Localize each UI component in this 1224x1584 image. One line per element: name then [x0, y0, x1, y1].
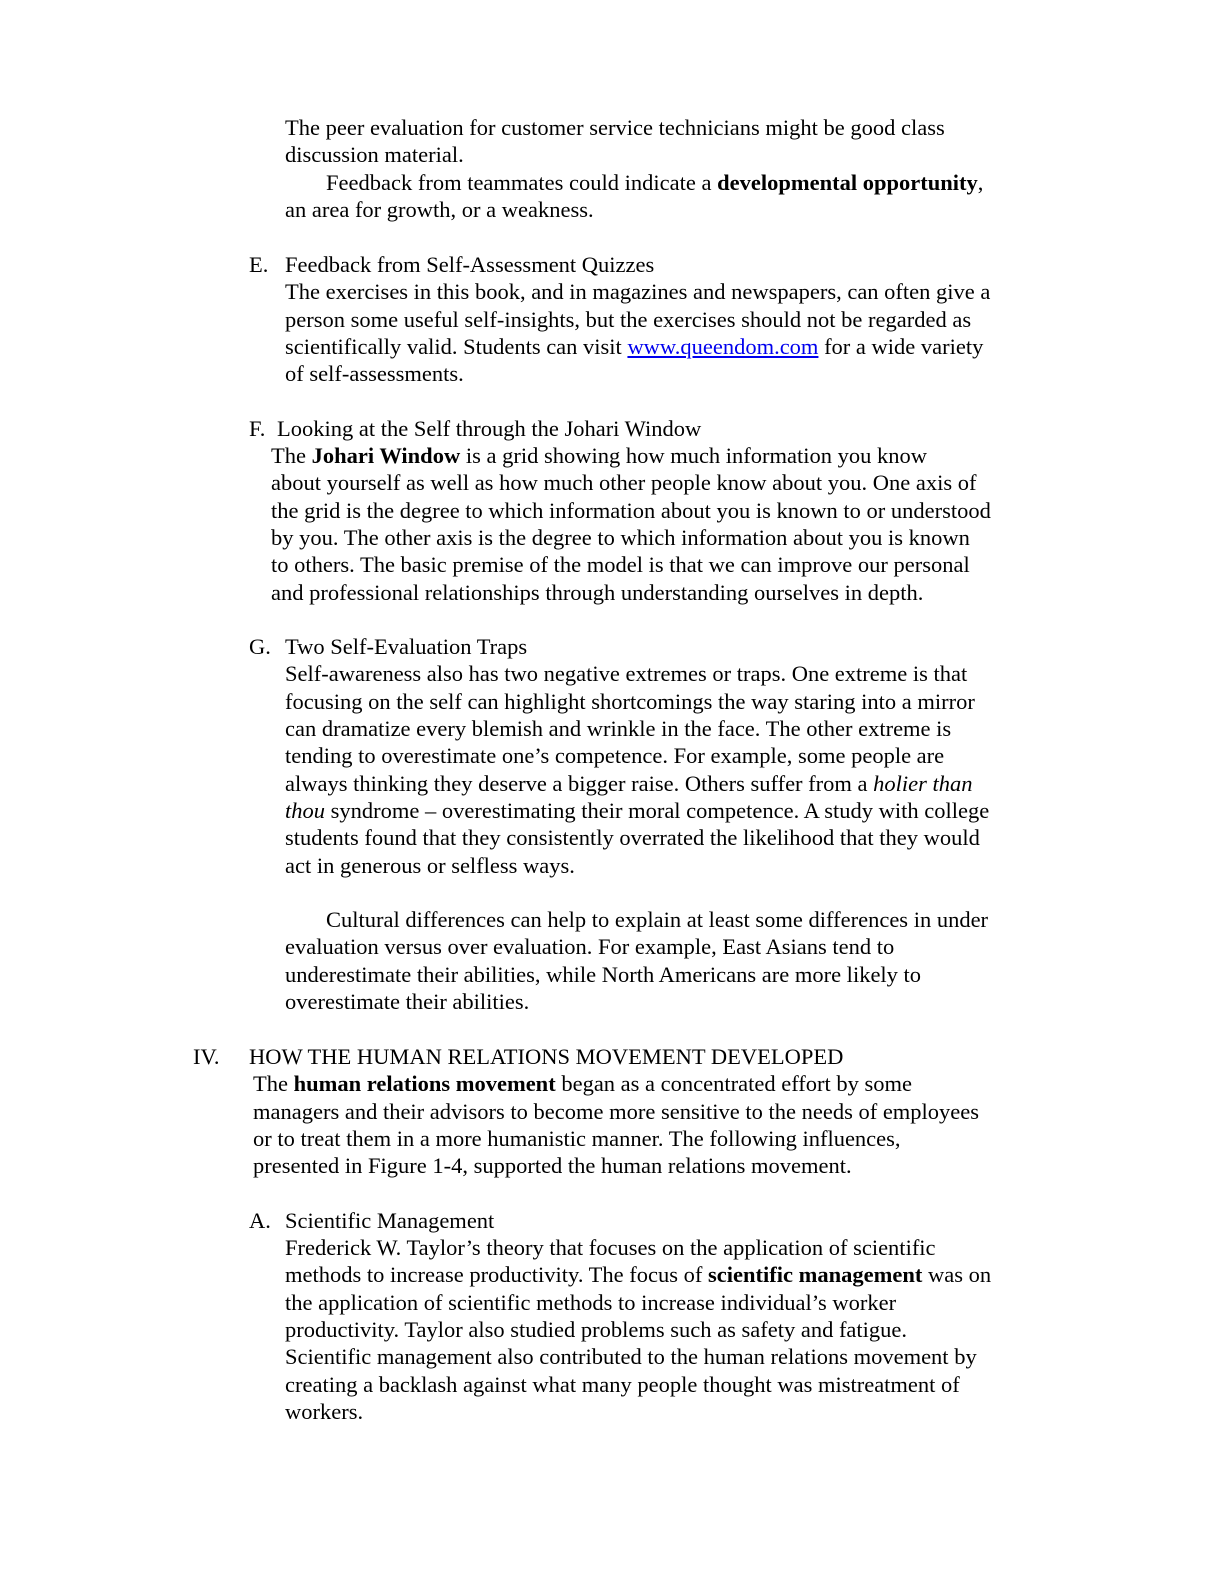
- section-heading: HOW THE HUMAN RELATIONS MOVEMENT DEVELOPED: [249, 1044, 844, 1069]
- text-line: tending to overestimate one’s competence. For example, some people are: [285, 743, 945, 768]
- text-line: discussion material.: [285, 142, 464, 167]
- text-line: Cultural differences can help to explain at least some differences in under: [326, 907, 989, 932]
- section-marker: F.: [249, 416, 266, 441]
- text-line: Frederick W. Taylor’s theory that focuses on the application of scientific: [285, 1235, 936, 1260]
- text-line: workers.: [285, 1399, 364, 1424]
- text-line: The exercises in this book, and in magazines and newspapers, can often give a: [285, 279, 991, 304]
- term-scientific-management: scientific management: [708, 1262, 923, 1287]
- text-line: can dramatize every blemish and wrinkle in the face. The other extreme is: [285, 716, 952, 741]
- text-line: The human relations movement began as a concentrated effort by some: [253, 1071, 913, 1096]
- term-holier-than-thou: holier than: [873, 771, 973, 796]
- text-line: The peer evaluation for customer service technicians might be good class: [285, 115, 945, 140]
- text-line: person some useful self-insights, but the exercises should not be regarded as: [285, 307, 972, 332]
- term-developmental-opportunity: developmental opportunity: [717, 170, 978, 195]
- text-line: and professional relationships through understanding ourselves in depth.: [271, 580, 924, 605]
- term-human-relations-movement: human relations movement: [293, 1071, 556, 1096]
- text-line: creating a backlash against what many people thought was mistreatment of: [285, 1372, 960, 1397]
- text-line: students found that they consistently overrated the likelihood that they would: [285, 825, 980, 850]
- section-heading: Feedback from Self-Assessment Quizzes: [285, 252, 655, 277]
- section-heading: Looking at the Self through the Johari Window: [277, 416, 702, 441]
- text-line: evaluation versus over evaluation. For example, East Asians tend to: [285, 934, 895, 959]
- text-line: Feedback from teammates could indicate a developmental opportunity,: [326, 170, 984, 195]
- text-line: or to treat them in a more humanistic manner. The following influences,: [253, 1126, 901, 1151]
- text-line: the grid is the degree to which information about you is known to or understood: [271, 498, 991, 523]
- text-line: presented in Figure 1-4, supported the human relations movement.: [253, 1153, 852, 1178]
- text-line: the application of scientific methods to increase individual’s worker: [285, 1290, 897, 1315]
- text-line: to others. The basic premise of the model is that we can improve our personal: [271, 552, 970, 577]
- section-marker: G.: [249, 634, 271, 659]
- text-line: thou syndrome – overestimating their moral competence. A study with college: [285, 798, 990, 823]
- text-line: of self-assessments.: [285, 361, 464, 386]
- text-line: Self-awareness also has two negative extremes or traps. One extreme is that: [285, 661, 968, 686]
- section-marker: E.: [249, 252, 269, 277]
- text-line: methods to increase productivity. The focus of scientific management was on: [285, 1262, 992, 1287]
- text-line: overestimate their abilities.: [285, 989, 530, 1014]
- text-line: focusing on the self can highlight shortcomings the way staring into a mirror: [285, 689, 975, 714]
- text-line: Scientific management also contributed to the human relations movement by: [285, 1344, 977, 1369]
- text-line: scientifically valid. Students can visit www.queendom.com for a wide variety: [285, 334, 984, 359]
- text-line: always thinking they deserve a bigger raise. Others suffer from a holier than: [285, 771, 973, 796]
- term-johari-window: Johari Window: [311, 443, 461, 468]
- queendom-link[interactable]: www.queendom.com: [627, 334, 819, 359]
- text-line: by you. The other axis is the degree to which information about you is known: [271, 525, 970, 550]
- section-heading: Scientific Management: [285, 1208, 495, 1233]
- text-line: managers and their advisors to become more sensitive to the needs of employees: [253, 1099, 980, 1124]
- text-line: an area for growth, or a weakness.: [285, 197, 594, 222]
- text-line: underestimate their abilities, while North Americans are more likely to: [285, 962, 922, 987]
- section-marker: IV.: [193, 1044, 220, 1069]
- text-line: The Johari Window is a grid showing how much information you know: [271, 443, 928, 468]
- section-heading: Two Self-Evaluation Traps: [285, 634, 528, 659]
- text-line: act in generous or selfless ways.: [285, 853, 575, 878]
- text-line: productivity. Taylor also studied problems such as safety and fatigue.: [285, 1317, 908, 1342]
- text-line: about yourself as well as how much other people know about you. One axis of: [271, 470, 977, 495]
- section-marker: A.: [249, 1208, 271, 1233]
